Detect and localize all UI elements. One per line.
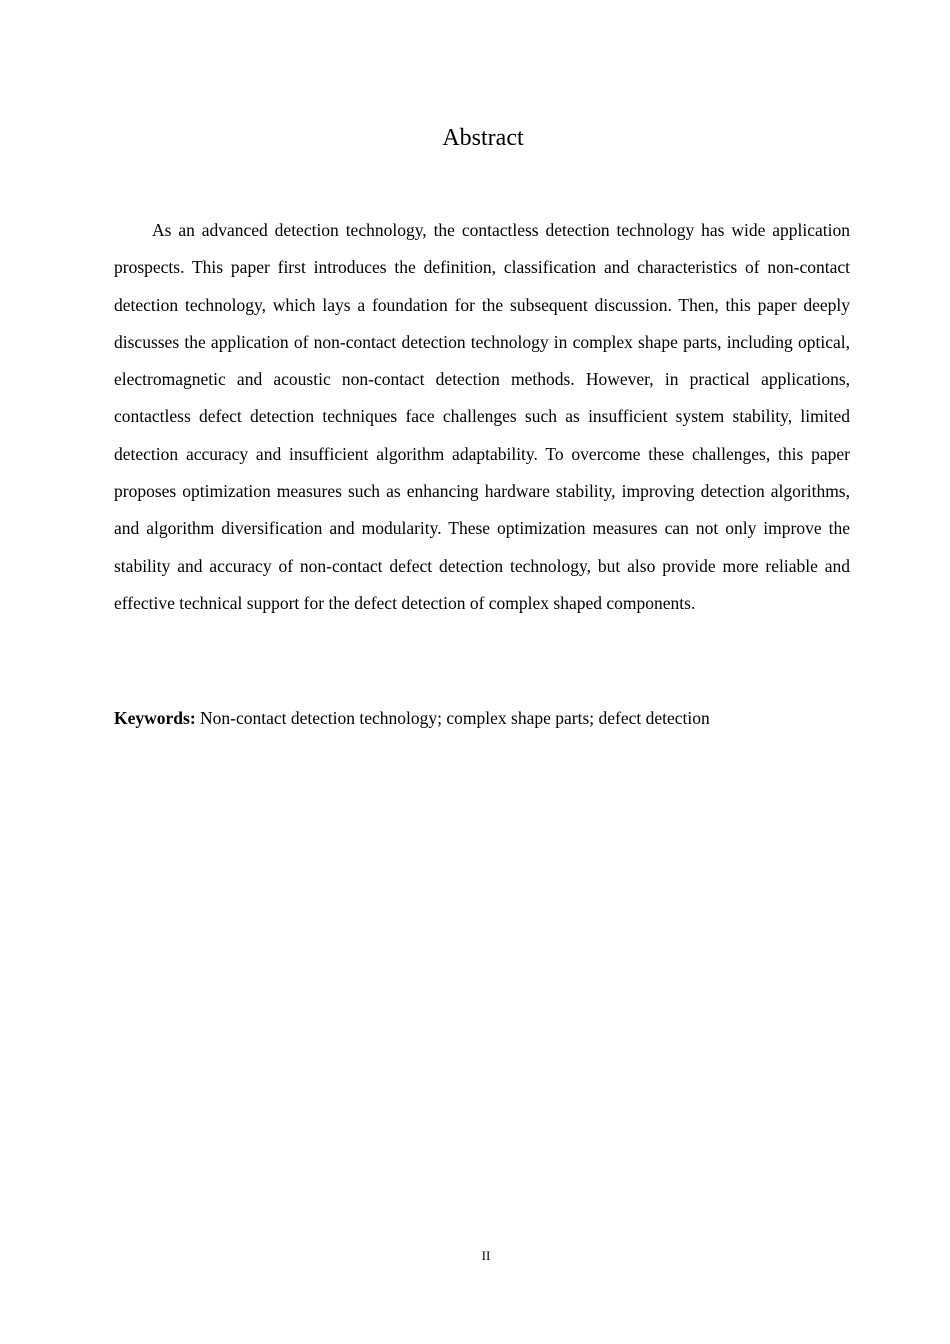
abstract-paragraph: As an advanced detection technology, the contactless detection technology has wide application prospects. This paper first introduces the definition, classification and characteristics of non-contact detection technology, which lays a foundation for the subsequent discussion. Then, this paper deeply discusses the application of non-contact detection technology in complex shape parts, including optical, electromagnetic and acoustic non-contact detection methods. However, in practical applications, contactless defect detection techniques face challenges such as insufficient system stability, limited detection accuracy and insufficient algorithm adaptability. To overcome these challenges, this paper proposes optimization measures such as enhancing hardware stability, improving detection algorithms, and algorithm diversification and modularity. These optimization measures can not only improve the stability and accuracy of non-contact defect detection technology, but also provide more reliable and effective technical support for the defect detection of complex shaped components. bbox=[114, 220, 850, 613]
keywords-text: Non-contact detection technology; complex shape parts; defect detection bbox=[200, 708, 710, 728]
page-title: Abstract bbox=[442, 125, 524, 151]
keywords-label: Keywords: bbox=[114, 708, 196, 728]
page-number: II bbox=[481, 1248, 491, 1263]
keywords-line bbox=[114, 700, 850, 736]
